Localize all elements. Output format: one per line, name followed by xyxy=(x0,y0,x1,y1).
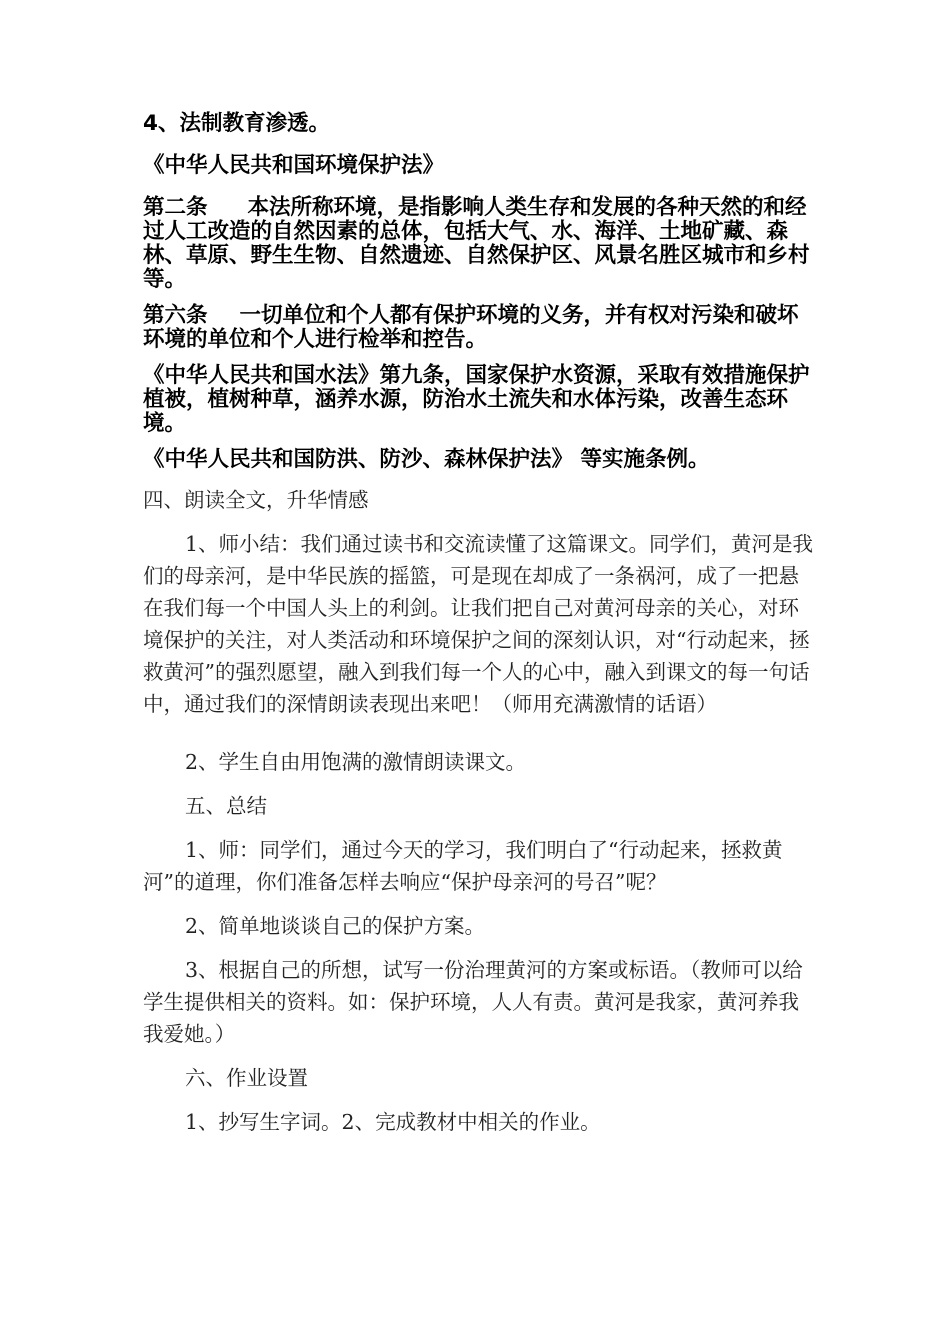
section-5-paragraph-3: 3、根据自己的所想，试写一份治理黄河的方案或标语。（教师可以给学生提供相关的资料。如：保护环境，人人有责。黄河是我家，黄河养我我爱她。） xyxy=(143,958,803,1046)
environmental-protection-law-title: 《中华人民共和国环境保护法》 xyxy=(143,153,445,178)
water-law-paragraph: 《中华人民共和国水法》第九条，国家保护水资源，采取有效措施保护植被，植树种草，涵养水源，防治水土流失和水体污染，改善生态环境。 xyxy=(143,363,810,436)
article-2-label: 第二条 xyxy=(143,195,208,220)
section-6-paragraph-1: 1、抄写生字词。2、完成教材中相关的作业。 xyxy=(185,1110,601,1134)
legal-education-heading: 4、法制教育渗透。 xyxy=(143,111,330,136)
document-page xyxy=(143,112,815,1138)
article-6-paragraph xyxy=(143,304,815,352)
article-2-paragraph xyxy=(143,196,815,292)
article-6-label: 第六条 xyxy=(143,303,208,328)
section-4-paragraph-2: 2、学生自由用饱满的激情朗读课文。 xyxy=(185,750,527,774)
section-4-paragraph-1: 1、师小结：我们通过读书和交流读懂了这篇课文。同学们，黄河是我们的母亲河，是中华民族的摇篮，可是现在却成了一条祸河，成了一把悬在我们每一个中国人头上的利剑。让我们把自己对黄河母亲的关心，对环境保护的关注，对人类活动和环境保护之间的深刻认识，对“行动起来，拯救黄河”的强烈愿望，融入到我们每一个人的心中，融入到课文的每一句话中，通过我们的深情朗读表现出来吧！（师用充满激情的话语） xyxy=(143,532,814,716)
section-6-title: 六、作业设置 xyxy=(185,1066,308,1090)
section-5-title: 五、总结 xyxy=(185,794,267,818)
flood-sand-forest-law-paragraph: 《中华人民共和国防洪、防沙、森林保护法》 等实施条例。 xyxy=(143,447,710,472)
article-2-text: 本法所称环境，是指影响人类生存和发展的各种天然的和经过人工改造的自然因素的总体，包括大气、水、海洋、土地矿藏、森林、草原、野生生物、自然遗迹、自然保护区、风景名胜区城市和乡村等。 xyxy=(143,195,810,292)
section-5-paragraph-1: 1、师：同学们，通过今天的学习，我们明白了“行动起来，拯救黄河”的道理，你们准备怎样去响应“保护母亲河的号召”呢？ xyxy=(143,838,783,894)
section-5-paragraph-2: 2、简单地谈谈自己的保护方案。 xyxy=(185,914,486,938)
section-4-title: 四、朗读全文，升华情感 xyxy=(143,488,369,512)
article-6-text: 一切单位和个人都有保护环境的义务，并有权对污染和破坏环境的单位和个人进行检举和控告。 xyxy=(143,303,799,352)
